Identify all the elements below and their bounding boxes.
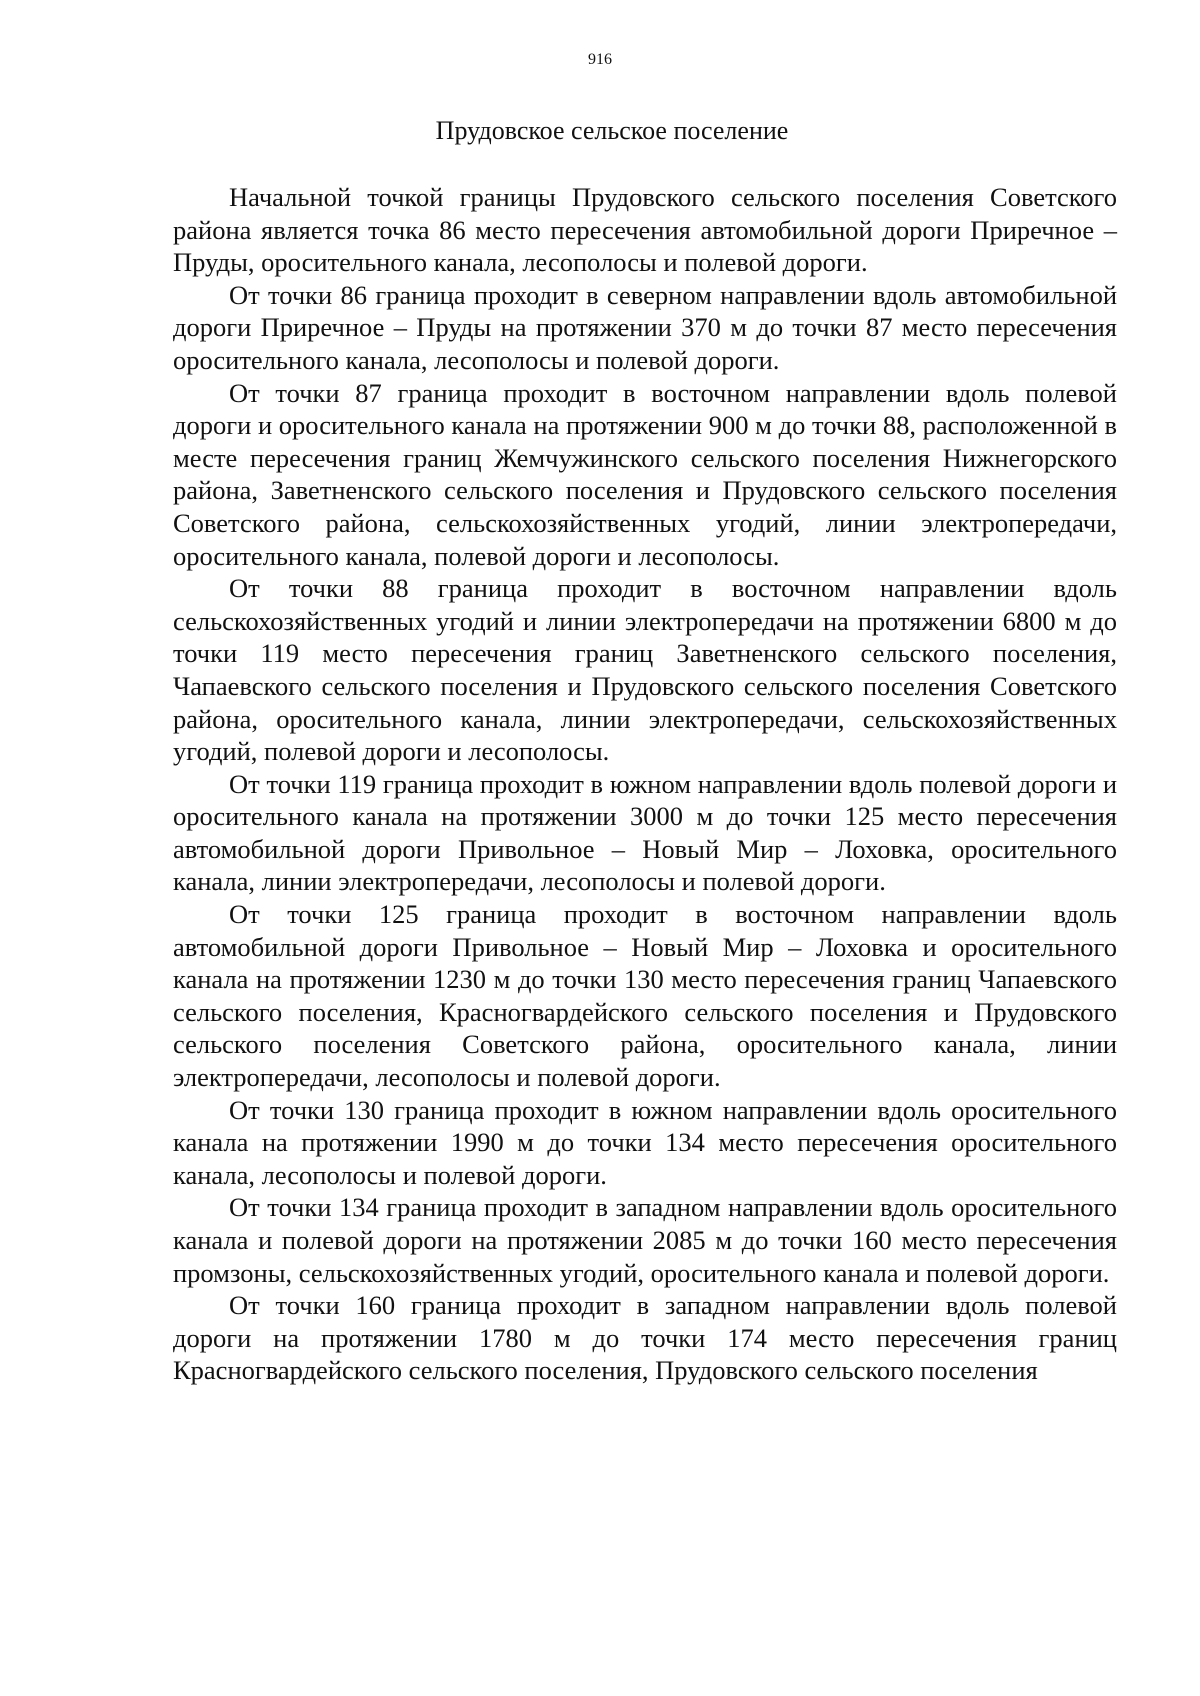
paragraph: От точки 87 граница проходит в восточном направлении вдоль полевой дороги и оросительного канала на протяжении 900 м до точки 88, расположенной в месте пересечения границ Жемчужинского сельского поселения Нижнегорского района, Заветненского сельского поселения и Прудовского сельского поселения Советского района, сельскохозяйственных угодий, линии электропередачи, оросительного канала, полевой дороги и лесополосы.	[173, 377, 1117, 571]
page-number: 916	[588, 51, 612, 68]
paragraph: От точки 134 граница проходит в западном направлении вдоль оросительного канала и полевой дороги на протяжении 2085 м до точки 160 место пересечения промзоны, сельскохозяйственных угодий, оросительного канала и полевой дороги.	[173, 1192, 1117, 1288]
paragraph: От точки 88 граница проходит в восточном направлении вдоль сельскохозяйственных угодий и линии электропередачи на протяжении 6800 м до точки 119 место пересечения границ Заветненского сельского поселения, Чапаевского сельского поселения и Прудовского сельского поселения Советского района, оросительного канала, линии электропередачи, сельскохозяйственных угодий, полевой дороги и лесополосы.	[173, 573, 1117, 767]
paragraph: От точки 130 граница проходит в южном направлении вдоль оросительного канала на протяжении 1990 м до точки 134 место пересечения оросительного канала, лесополосы и полевой дороги.	[173, 1094, 1117, 1190]
paragraph: От точки 119 граница проходит в южном направлении вдоль полевой дороги и оросительного канала на протяжении 3000 м до точки 125 место пересечения автомобильной дороги Привольное – Новый Мир – Лоховка, оросительного канала, линии электропередачи, лесополосы и полевой дороги.	[173, 768, 1117, 897]
paragraph: Начальной точкой границы Прудовского сельского поселения Советского района является точка 86 место пересечения автомобильной дороги Приречное – Пруды, оросительного канала, лесополосы и полевой дороги.	[173, 182, 1117, 278]
document-title: Прудовское сельское поселение	[435, 116, 789, 145]
paragraph: От точки 125 граница проходит в восточном направлении вдоль автомобильной дороги Привольное – Новый Мир – Лоховка и оросительного канала на протяжении 1230 м до точки 130 место пересечения границ Чапаевского сельского поселения, Красногвардейского сельского поселения и Прудовского сельского поселения Советского района, оросительного канала, линии электропередачи, лесополосы и полевой дороги.	[173, 899, 1117, 1093]
paragraph: От точки 86 граница проходит в северном направлении вдоль автомобильной дороги Приречное – Пруды на протяжении 370 м до точки 87 место пересечения оросительного канала, лесополосы и полевой дороги.	[173, 279, 1117, 375]
paragraph: От точки 160 граница проходит в западном направлении вдоль полевой дороги на протяжении 1780 м до точки 174 место пересечения границ Красногвардейского сельского поселения, Прудовского сельского поселения	[173, 1290, 1117, 1386]
document-body	[173, 181, 1117, 1387]
